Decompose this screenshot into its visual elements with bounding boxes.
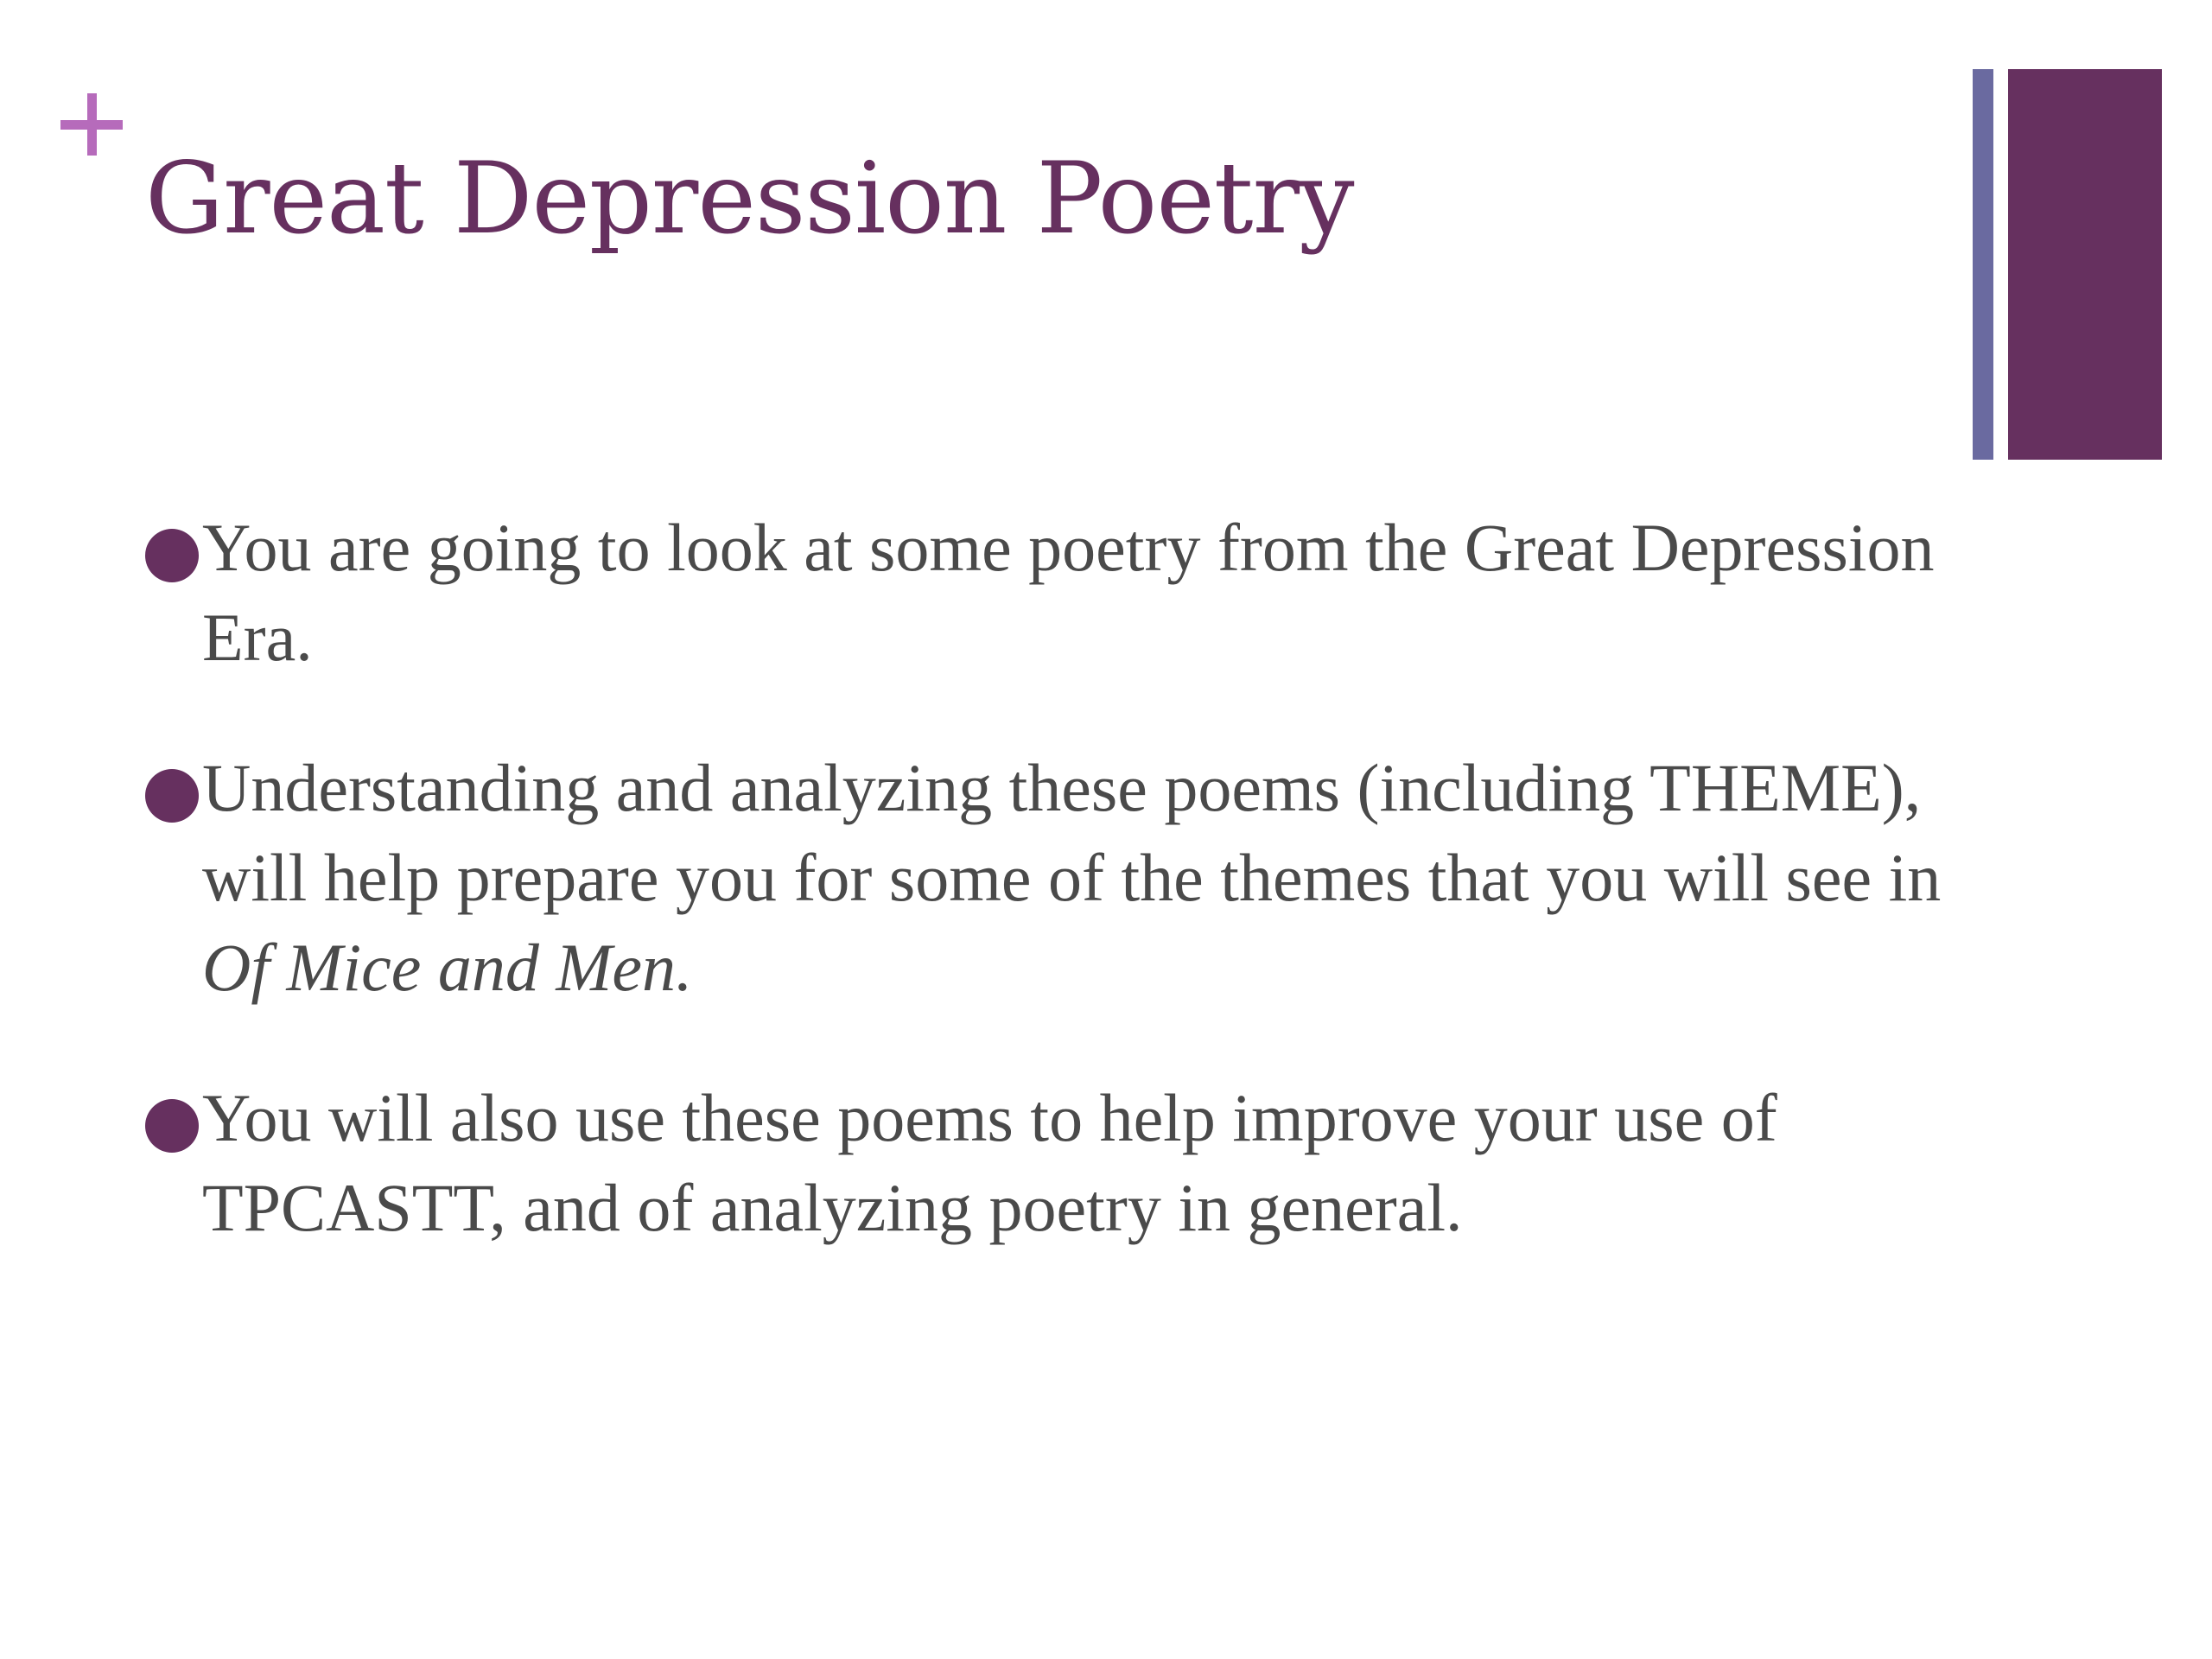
bullet-item <box>145 1073 2003 1253</box>
decorative-thick-bar <box>2008 69 2162 460</box>
bullet-list <box>145 503 2003 1313</box>
bullet-dot-icon <box>145 1099 199 1153</box>
bullet-dot-icon <box>145 769 199 823</box>
book-title-italic: Of Mice and Men. <box>202 930 693 1005</box>
bullet-item <box>145 503 2003 683</box>
bullet-text: You are going to look at some poetry from the Great Depression Era. <box>202 510 1935 675</box>
bullet-text: You will also use these poems to help improve your use of TPCASTT, and of analyzing poetry in general. <box>202 1080 1777 1245</box>
bullet-item <box>145 743 2003 1013</box>
bullet-text <box>202 743 2003 1013</box>
decorative-thin-bar <box>1973 69 1993 460</box>
plus-mark-icon <box>60 93 123 156</box>
bullet-text-main: Understanding and analyzing these poems (including THEME), will help prepare you for some of the themes that you will see in <box>202 750 1942 915</box>
slide-title: Great Depression Poetry <box>145 141 1354 256</box>
bullet-dot-icon <box>145 529 199 582</box>
